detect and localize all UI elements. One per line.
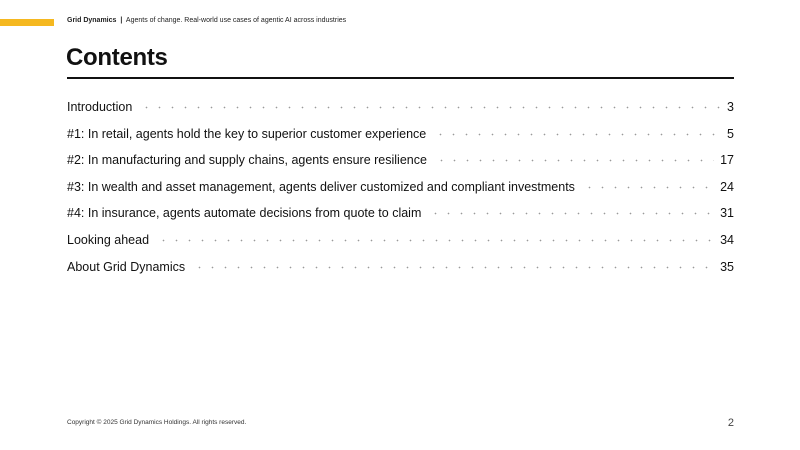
accent-bar <box>0 19 54 26</box>
toc-entry-page: 34 <box>720 232 734 247</box>
toc-entry-insurance[interactable] <box>67 206 734 233</box>
toc-leader-dots <box>193 266 714 269</box>
toc-entry-label: #2: In manufacturing and supply chains, agents ensure resilience <box>67 153 427 168</box>
toc-leader-dots <box>429 212 714 215</box>
table-of-contents <box>67 100 734 286</box>
toc-entry-page: 31 <box>720 206 734 221</box>
toc-leader-dots <box>140 106 721 109</box>
toc-entry-label: #4: In insurance, agents automate decisions from quote to claim <box>67 206 422 221</box>
toc-leader-dots <box>434 133 721 136</box>
toc-entry-page: 24 <box>720 179 734 194</box>
toc-entry-retail[interactable] <box>67 127 734 154</box>
toc-entry-label: #3: In wealth and asset management, agents deliver customized and compliant investments <box>67 179 575 194</box>
toc-leader-dots <box>435 159 714 162</box>
title-divider <box>67 77 734 79</box>
toc-entry-introduction[interactable] <box>67 100 734 127</box>
toc-entry-page: 5 <box>727 126 734 141</box>
footer-copyright: Copyright © 2025 Grid Dynamics Holdings. All rights reserved. <box>67 419 247 426</box>
toc-leader-dots <box>583 186 714 189</box>
toc-entry-looking-ahead[interactable] <box>67 233 734 260</box>
toc-entry-manufacturing[interactable] <box>67 153 734 180</box>
page-title: Contents <box>66 44 168 71</box>
document-header <box>67 17 346 24</box>
header-separator: | <box>120 17 123 24</box>
toc-entry-page: 17 <box>720 153 734 168</box>
header-subtitle: Agents of change. Real-world use cases of agentic AI across industries <box>125 17 347 24</box>
toc-entry-about[interactable] <box>67 260 734 287</box>
toc-entry-wealth-management[interactable] <box>67 180 734 207</box>
toc-entry-label: Introduction <box>67 100 133 114</box>
toc-entry-page: 3 <box>727 100 734 114</box>
toc-entry-label: About Grid Dynamics <box>67 259 186 274</box>
toc-entry-page: 35 <box>720 259 734 274</box>
toc-entry-label: Looking ahead <box>67 232 150 247</box>
page-number: 2 <box>727 417 734 429</box>
header-brand: Grid Dynamics <box>67 17 117 24</box>
toc-entry-label: #1: In retail, agents hold the key to superior customer experience <box>67 126 427 141</box>
toc-leader-dots <box>157 239 714 242</box>
